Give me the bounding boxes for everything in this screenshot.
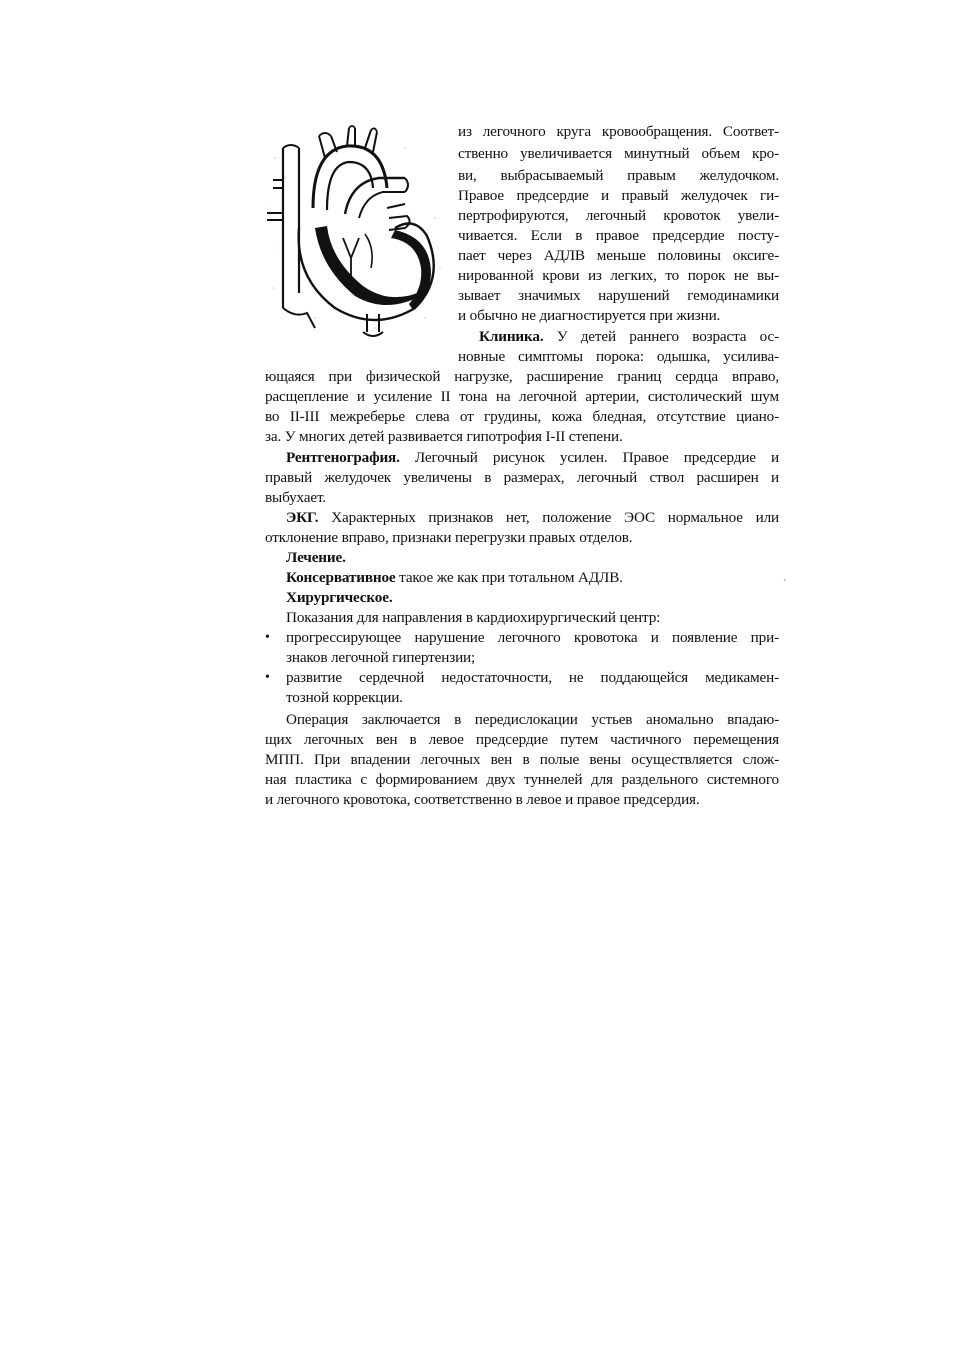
- conservative-heading: Консервативное: [286, 569, 396, 586]
- clinic-line-6: за. У многих детей развивается гипотрофия I-II степени.: [265, 428, 623, 445]
- xray-first-line: [286, 448, 779, 468]
- intro-line-6: чивается. Если в правое предсердие посту-: [458, 227, 779, 244]
- operation-line-5: и легочного кровотока, соответственно в левое и правое предсердия.: [265, 791, 700, 808]
- bullet-2-line-1: развитие сердечной недостаточности, не поддающейся медикамен-: [286, 669, 779, 686]
- operation-line-1: Операция заключается в передислокации устьев аномально впадаю-: [286, 711, 779, 728]
- intro-line-1: из легочного круга кровообращения. Соответ-: [458, 123, 779, 140]
- bullet-1-line-1: прогрессирующее нарушение легочного кровотока и появление при-: [286, 629, 779, 646]
- intro-line-10: и обычно не диагностируется при жизни.: [458, 307, 721, 324]
- xray-first-line-text: Легочный рисунок усилен. Правое предсердие и: [414, 449, 779, 466]
- xray-heading: Рентгенография.: [286, 449, 400, 466]
- xray-line-3: выбухает.: [265, 489, 326, 506]
- ecg-line-2: отклонение вправо, признаки перегрузки правых отделов.: [265, 529, 633, 546]
- conservative-line: [286, 568, 623, 588]
- stray-mark: `: [783, 579, 787, 590]
- clinic-line-5: во II-III межреберье слева от грудины, кожа бледная, отсутствие циано-: [265, 408, 779, 425]
- bullet-2-line-2: тозной коррекции.: [286, 689, 403, 706]
- clinic-first-line: [479, 327, 779, 347]
- clinic-heading: Клиника.: [479, 328, 544, 345]
- clinic-line-2: новные симптомы порока: одышка, усилива-: [458, 348, 779, 365]
- ecg-first-line-text: Характерных признаков нет, положение ЭОС нормальное или: [331, 509, 779, 526]
- intro-line-8: нированной крови из легких, то порок не вы-: [458, 267, 779, 284]
- treatment-heading: Лечение.: [286, 549, 346, 566]
- intro-line-3: ви, выбрасываемый правым желудочком.: [458, 167, 779, 184]
- bullet-1-mark: •: [265, 630, 270, 645]
- operation-line-2: щих легочных вен в левое предсердие путем частичного перемещения: [265, 731, 779, 748]
- heart-anatomy-icon: [255, 118, 455, 346]
- intro-line-4: Правое предсердие и правый желудочек ги-: [458, 187, 779, 204]
- surgical-heading: Хирургическое.: [286, 589, 393, 606]
- operation-line-3: МПП. При впадении легочных вен в полые вены осуществляется слож-: [265, 751, 779, 768]
- operation-line-4: ная пластика с формированием двух туннелей для раздельного системного: [265, 771, 779, 788]
- bullet-2-mark: •: [265, 670, 270, 685]
- ecg-heading: ЭКГ.: [286, 509, 319, 526]
- clinic-line-4: расщепление и усиление II тона на легочной артерии, систолический шум: [265, 388, 779, 405]
- intro-line-2: ственно увеличивается минутный объем кро-: [458, 145, 779, 162]
- xray-line-2: правый желудочек увеличены в размерах, легочный ствол расширен и: [265, 469, 779, 486]
- intro-line-7: пает через АДЛВ меньше половины оксиге-: [458, 247, 779, 264]
- ecg-first-line: [286, 508, 779, 528]
- clinic-line-3: ющаяся при физической нагрузке, расширение границ сердца вправо,: [265, 368, 779, 385]
- heart-diagram: [255, 118, 455, 346]
- intro-line-5: пертрофируются, легочный кровоток увели-: [458, 207, 779, 224]
- bullet-1-line-2: знаков легочной гипертензии;: [286, 649, 476, 666]
- intro-line-9: зывает значимых нарушений гемодинамики: [458, 287, 779, 304]
- clinic-first-line-text: У детей раннего возраста ос-: [556, 328, 779, 345]
- conservative-text: такое же как при тотальном АДЛВ.: [399, 569, 623, 586]
- indications-line: Показания для направления в кардиохирургический центр:: [286, 609, 661, 626]
